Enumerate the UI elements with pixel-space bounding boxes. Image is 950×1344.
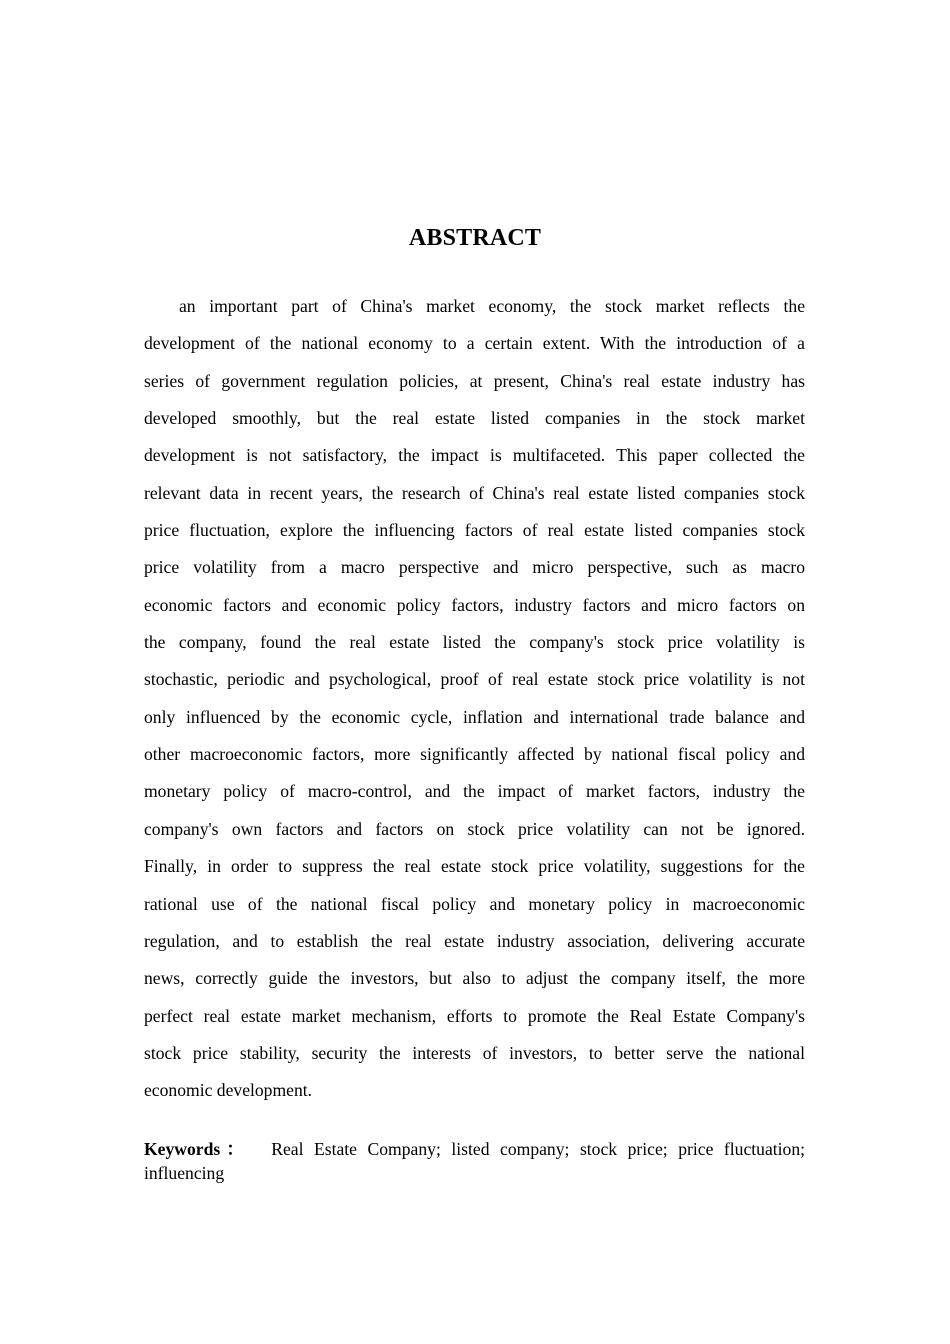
abstract-line — [144, 1074, 805, 1111]
keywords-label: Keywords： — [144, 1139, 251, 1159]
abstract-line — [144, 850, 805, 887]
abstract-line — [144, 327, 805, 364]
abstract-line-text: only influenced by the economic cycle, inflation and international trade balance and — [144, 706, 805, 727]
abstract-line-text: stock price stability, security the interests of investors, to better serve the national — [144, 1042, 805, 1063]
abstract-line-text: relevant data in recent years, the research of China's real estate listed companies stock — [144, 482, 805, 503]
abstract-line-text: monetary policy of macro-control, and the impact of market factors, industry the — [144, 781, 805, 802]
abstract-line — [144, 514, 805, 551]
keywords-line-continued: influencing — [144, 1163, 225, 1183]
abstract-line — [144, 813, 805, 850]
abstract-line-text: the company, found the real estate listed the company's stock price volatility is — [144, 632, 805, 653]
abstract-line — [144, 402, 805, 439]
abstract-line — [144, 589, 805, 626]
abstract-line — [144, 439, 805, 476]
abstract-line-text: economic development. — [144, 1080, 313, 1101]
abstract-line-text: news, correctly guide the investors, but also to adjust the company itself, the more — [144, 968, 805, 989]
abstract-line-text: an important part of China's market economy, the stock market reflects the — [179, 296, 805, 316]
abstract-line — [144, 925, 805, 962]
abstract-line — [144, 775, 805, 812]
abstract-line-text: stochastic, periodic and psychological, proof of real estate stock price volatility is not — [144, 669, 805, 690]
abstract-heading: ABSTRACT — [408, 225, 542, 251]
abstract-line — [144, 477, 805, 514]
keywords-line — [144, 1137, 805, 1161]
abstract-line-text: series of government regulation policies, at present, China's real estate industry has — [144, 370, 805, 391]
abstract-line — [144, 888, 805, 925]
abstract-line-text: rational use of the national fiscal policy and monetary policy in macroeconomic — [144, 893, 805, 914]
abstract-line — [144, 290, 805, 327]
abstract-line-text: perfect real estate market mechanism, efforts to promote the Real Estate Company's — [144, 1005, 805, 1026]
abstract-line-text: regulation, and to establish the real estate industry association, delivering accurate — [144, 930, 805, 951]
abstract-line — [144, 365, 805, 402]
abstract-line — [144, 738, 805, 775]
abstract-line-text: company's own factors and factors on stock price volatility can not be ignored. — [144, 818, 805, 839]
abstract-line-text: economic factors and economic policy factors, industry factors and micro factors on — [144, 594, 805, 615]
abstract-line — [144, 701, 805, 738]
abstract-line-text: price fluctuation, explore the influencing factors of real estate listed companies stock — [144, 520, 805, 541]
abstract-line-text: developed smoothly, but the real estate listed companies in the stock market — [144, 408, 805, 429]
abstract-line — [144, 626, 805, 663]
abstract-paragraph — [144, 290, 805, 1112]
abstract-line — [144, 551, 805, 588]
abstract-line — [144, 962, 805, 999]
abstract-line-text: Finally, in order to suppress the real estate stock price volatility, suggestions for the — [144, 856, 805, 877]
abstract-line — [144, 1000, 805, 1037]
keywords-list: Real Estate Company; listed company; stock price; price fluctuation; — [271, 1139, 806, 1159]
abstract-line — [144, 663, 805, 700]
keywords-section — [144, 1137, 805, 1185]
abstract-line — [144, 1037, 805, 1074]
abstract-line-text: development is not satisfactory, the impact is multifaceted. This paper collected the — [144, 445, 805, 466]
abstract-line-text: development of the national economy to a certain extent. With the introduction of a — [144, 333, 805, 354]
abstract-line-text: other macroeconomic factors, more significantly affected by national fiscal policy and — [144, 744, 805, 765]
abstract-line-text: price volatility from a macro perspective and micro perspective, such as macro — [144, 557, 805, 578]
